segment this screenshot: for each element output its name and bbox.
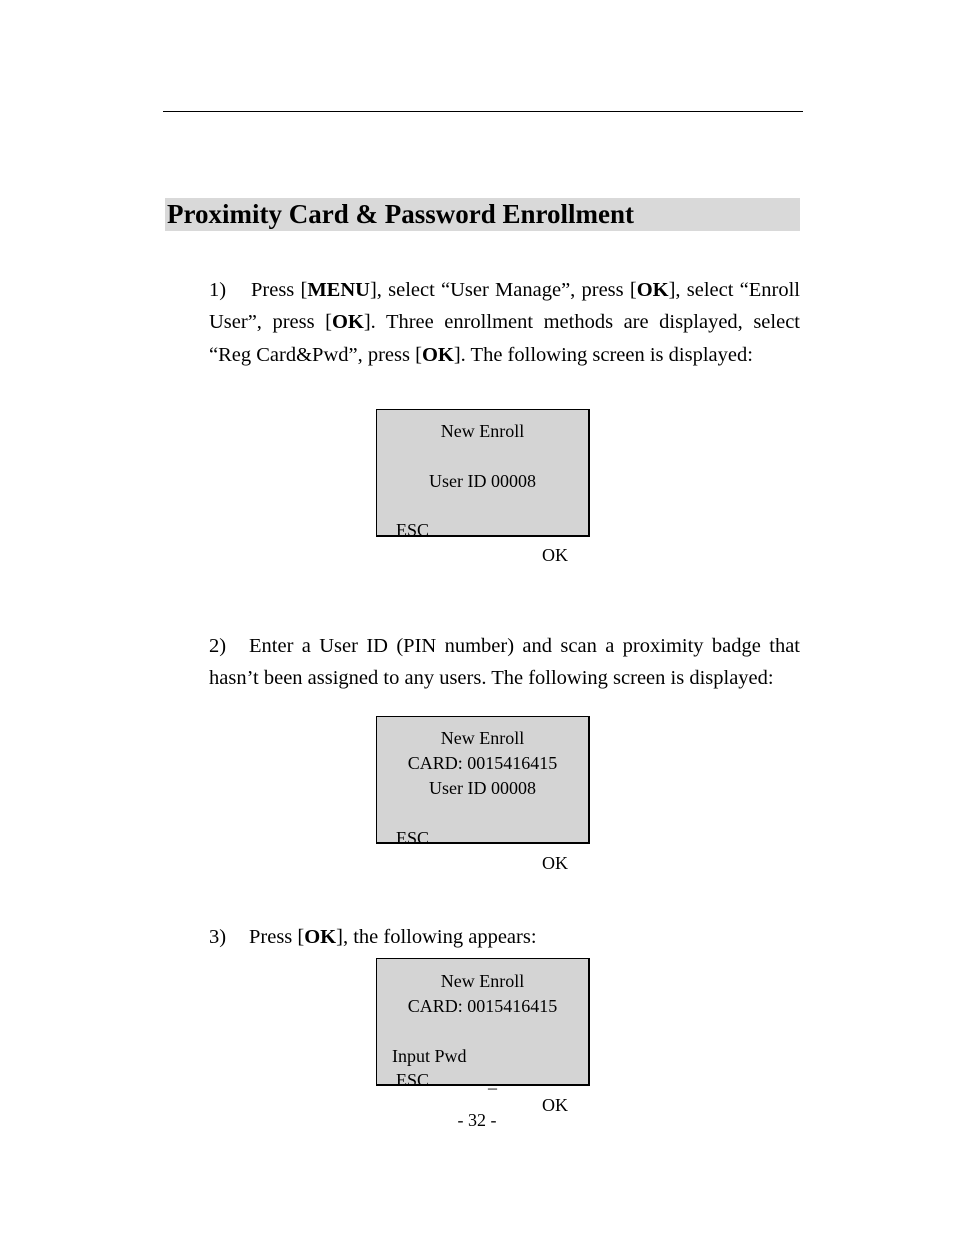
screen-esc-label: ESC: [396, 828, 430, 848]
ok-key: OK: [331, 311, 364, 334]
step-1-paragraph: 1) Press [MENU], select “User Manage”, press [OK], select “Enroll User”, press [OK]. Three enrollment methods are displayed, select “Reg Card&Pwd”, press [OK]. The following screen is displayed:: [209, 274, 800, 371]
step-2-paragraph: 2) Enter a User ID (PIN number) and scan a proximity badge that hasn’t been assigned to any users. The following screen is displayed:: [209, 630, 800, 695]
step-3-number: 3): [209, 926, 227, 948]
screen-input-pwd-label: Input Pwd: [392, 1046, 467, 1066]
screen-card-number: CARD: 0015416415: [407, 996, 558, 1016]
screen-user-id: User ID 00008: [429, 471, 536, 491]
ok-key: OK: [421, 343, 454, 366]
screen-title: New Enroll: [440, 421, 525, 441]
section-heading-bar: [165, 198, 800, 231]
menu-key: MENU: [307, 279, 370, 301]
screen-input-cursor: _: [488, 1071, 497, 1091]
screen-ok-label: OK: [542, 853, 568, 873]
screen-user-id: User ID 00008: [429, 778, 536, 798]
screen-new-enroll-3: [376, 958, 590, 1115]
screen-ok-label: OK: [542, 545, 568, 565]
ok-key: OK: [304, 926, 337, 948]
step-1-number: 1): [209, 279, 227, 301]
step-2-number: 2): [209, 635, 227, 657]
screen-esc-label: ESC: [396, 520, 430, 540]
screen-esc-label: ESC: [396, 1070, 430, 1090]
screen-title: New Enroll: [440, 971, 525, 991]
screen-ok-label: OK: [542, 1095, 568, 1115]
header-rule: [163, 111, 803, 112]
screen-title: New Enroll: [440, 728, 525, 748]
screen-card-number: CARD: 0015416415: [407, 753, 558, 773]
step-3-paragraph: 3) Press [OK], the following appears:: [209, 921, 800, 953]
section-heading: Proximity Card & Password Enrollment: [167, 199, 634, 229]
screen-new-enroll-2: [376, 716, 590, 873]
screen-new-enroll-1: [376, 409, 590, 565]
ok-key: OK: [636, 279, 669, 301]
page-number: - 32 -: [457, 1110, 497, 1130]
